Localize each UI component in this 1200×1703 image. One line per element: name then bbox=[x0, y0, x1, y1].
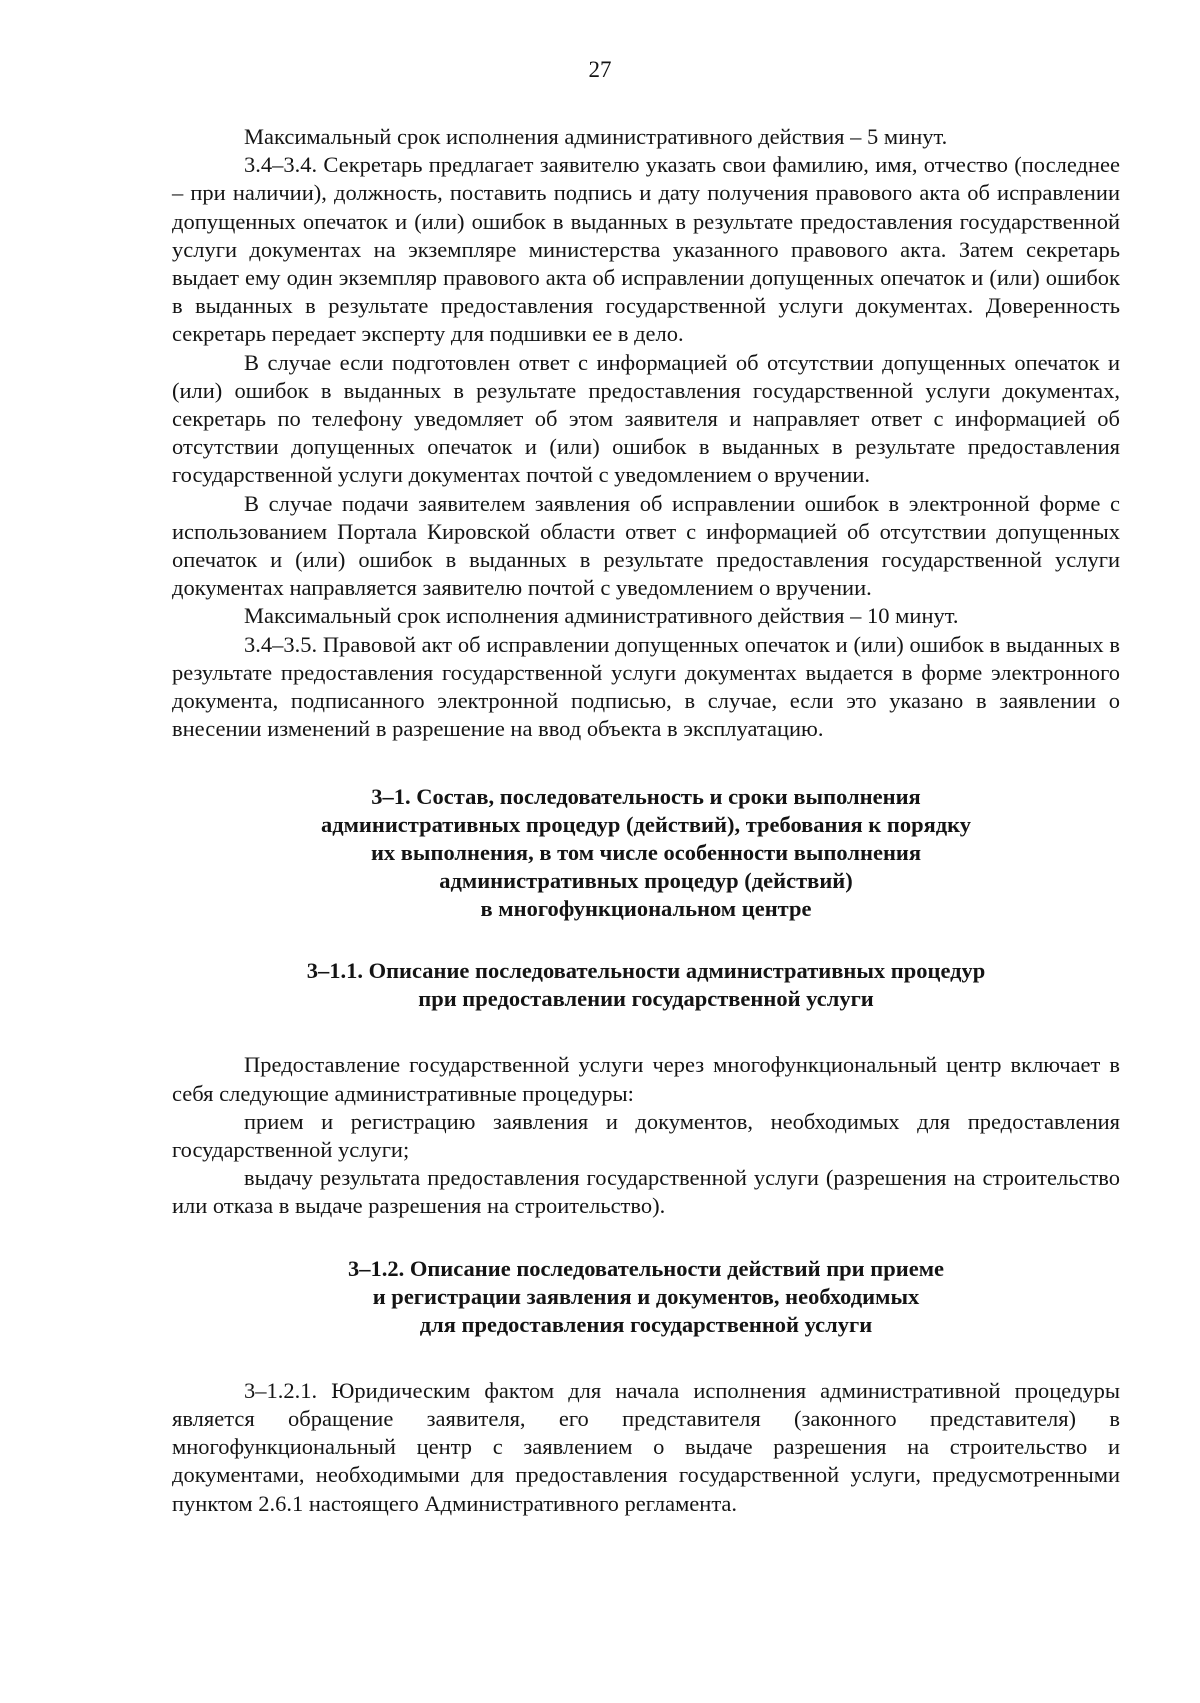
heading-line: административных процедур (действий), требования к порядку bbox=[320, 812, 972, 838]
paragraph-reception-registration: прием и регистрацию заявления и документов, необходимых для предоставления государственной услуги; bbox=[172, 1108, 1120, 1163]
paragraph-max-time-10min: Максимальный срок исполнения административного действия – 10 минут. bbox=[244, 603, 959, 629]
heading-line: административных процедур (действий) bbox=[439, 868, 853, 894]
paragraph-3-4-3-4: 3.4–3.4. Секретарь предлагает заявителю указать свои фамилию, имя, отчество (последнее – при наличии), должность, поставить подпись и дату получения правового акта об исправлении допущенных опечаток и (или) ошибок в выданных в результате предоставления государственной услуги документах на экземпляре министерства указанного правового акта. Затем секретарь выдает ему один экземпляр правового акта об исправлении допущенных опечаток и (или) ошибок в выданных в результате предоставления государственной услуги документах. Доверенность секретарь передает эксперту для подшивки ее в дело. bbox=[172, 152, 1120, 347]
paragraph-mfc-procedures: Предоставление государственной услуги через многофункциональный центр включает в себя следующие административные процедуры: bbox=[172, 1052, 1120, 1106]
paragraph-3-1-2-1: 3–1.2.1. Юридическим фактом для начала исполнения административной процедуры является обращение заявителя, его представителя (законного представителя) в многофункциональный центр с заявлением о выдаче разрешения на строительство и документами, необходимыми для предоставления государственной услуги, предусмотренными пунктом 2.6.1 настоящего Административного регламента. bbox=[172, 1377, 1120, 1516]
heading-line: при предоставлении государственной услуги bbox=[418, 986, 874, 1012]
section-heading-3-1-2 bbox=[172, 1255, 1120, 1339]
heading-line: 3–1. Состав, последовательность и сроки выполнения bbox=[371, 784, 921, 810]
heading-line: их выполнения, в том числе особенности выполнения bbox=[370, 840, 922, 866]
heading-line: 3–1.1. Описание последовательности административных процедур bbox=[306, 958, 986, 984]
section-heading-3-1 bbox=[172, 783, 1120, 923]
section-heading-3-1-1 bbox=[172, 957, 1120, 1013]
paragraph-result-issuance: выдачу результата предоставления государственной услуги (разрешения на строительство или отказа в выдаче разрешения на строительство). bbox=[172, 1165, 1120, 1219]
paragraph-max-time-5min: Максимальный срок исполнения административного действия – 5 минут. bbox=[244, 124, 948, 149]
document-body bbox=[172, 123, 1120, 1518]
paragraph-3-4-3-5: 3.4–3.5. Правовой акт об исправлении допущенных опечаток и (или) ошибок в выданных в результате предоставления государственной услуги документах выдается в форме электронного документа, подписанного электронной подписью, в случае, если это указано в заявлении о внесении изменений в разрешение на ввод объекта в эксплуатацию. bbox=[172, 631, 1120, 742]
page-number: 27 bbox=[588, 57, 612, 82]
heading-line: для предоставления государственной услуги bbox=[419, 1311, 873, 1337]
heading-line: 3–1.2. Описание последовательности действий при приеме bbox=[347, 1255, 945, 1281]
heading-line: в многофункциональном центре bbox=[480, 896, 812, 922]
heading-line: и регистрации заявления и документов, необходимых bbox=[372, 1283, 920, 1309]
paragraph-no-errors-response: В случае если подготовлен ответ с информацией об отсутствии допущенных опечаток и (или) ошибок в выданных в результате предоставления государственной услуги документах, секретарь по телефону уведомляет об этом заявителя и направляет ответ с информацией об отсутствии допущенных опечаток и (или) ошибок в выданных в результате предоставления государственной услуги документах почтой с уведомлением о вручении. bbox=[172, 349, 1120, 488]
paragraph-electronic-application: В случае подачи заявителем заявления об исправлении ошибок в электронной форме с использованием Портала Кировской области ответ с информацией об отсутствии допущенных опечаток и (или) ошибок в выданных в результате предоставления государственной услуги документах направляется заявителю почтой с уведомлением о вручении. bbox=[172, 490, 1120, 601]
